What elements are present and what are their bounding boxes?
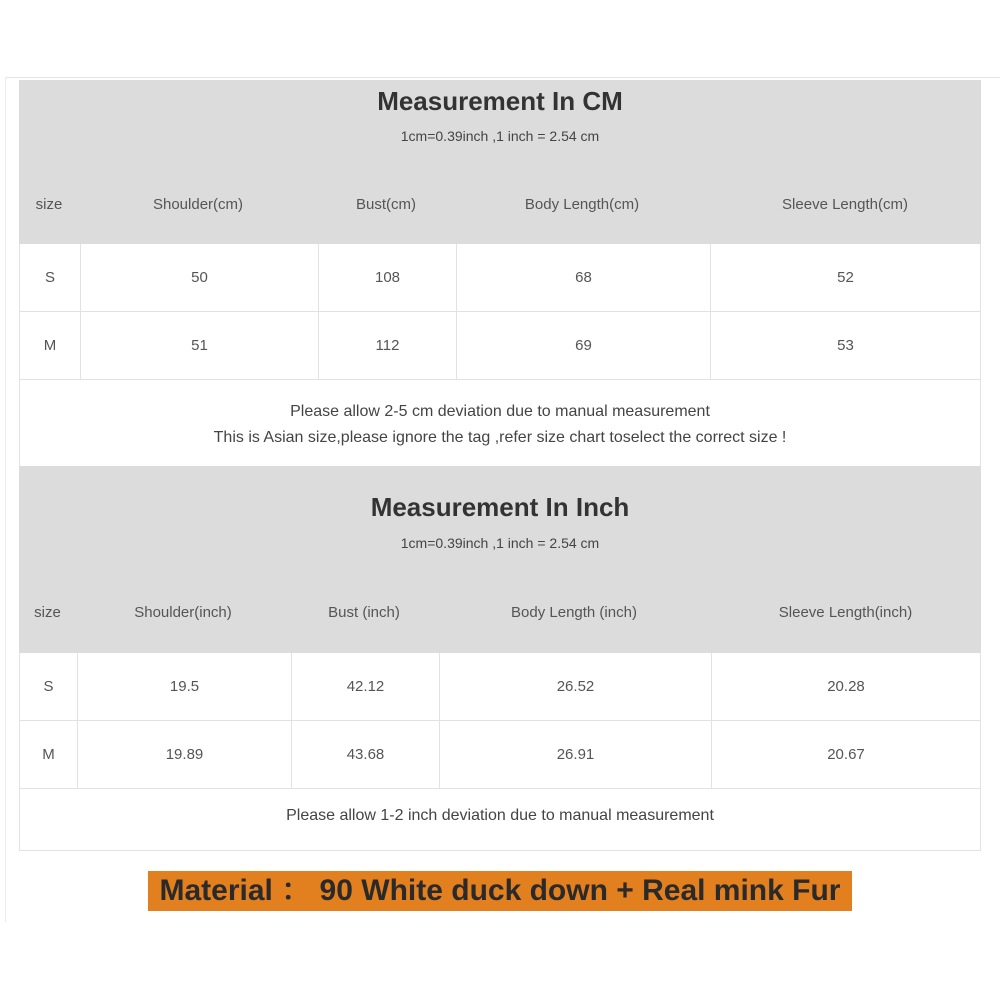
cell-sleeve-length: 52: [710, 244, 980, 311]
cell-bust: 108: [318, 244, 456, 311]
material-banner: Material ： 90 White duck down + Real mink Fur: [148, 871, 852, 911]
inch-conversion-note: 1cm=0.39inch ,1 inch = 2.54 cm: [400, 535, 600, 551]
cell-size: S: [43, 678, 54, 695]
header-size: size: [35, 196, 63, 213]
inch-deviation-note: [19, 789, 981, 851]
cell-bust: 112: [318, 312, 456, 379]
cm-table-title: Measurement In CM: [377, 86, 623, 116]
header-size: size: [34, 604, 61, 621]
header-bust: Bust (inch): [328, 604, 400, 621]
inch-note-line-1: Please allow 1-2 inch deviation due to manual measurement: [286, 807, 714, 824]
cell-bust: 42.12: [291, 653, 439, 720]
header-body-length: Body Length(cm): [524, 196, 640, 213]
cell-size: M: [43, 337, 57, 354]
cell-shoulder: 19.5: [77, 653, 291, 720]
header-sleeve-length: Sleeve Length(cm): [782, 196, 908, 213]
header-body-length: Body Length (inch): [511, 604, 637, 621]
inch-table-title: Measurement In Inch: [370, 492, 630, 522]
frame-left-line: [5, 77, 6, 922]
cell-sleeve-length: 20.28: [711, 653, 980, 720]
table-row: [19, 312, 981, 380]
inch-header-band: [19, 466, 981, 653]
cell-sleeve-length: 20.67: [711, 721, 980, 788]
cell-size: S: [44, 269, 55, 286]
cell-shoulder: 19.89: [77, 721, 291, 788]
cell-body-length: 26.52: [439, 653, 711, 720]
cell-size: M: [42, 746, 55, 763]
measurement-inch-table: [19, 466, 981, 851]
header-sleeve-length: Sleeve Length(inch): [778, 604, 913, 621]
cm-conversion-note: 1cm=0.39inch ,1 inch = 2.54 cm: [400, 128, 600, 144]
cell-sleeve-length: 53: [710, 312, 980, 379]
table-row: [19, 721, 981, 789]
table-row: [19, 244, 981, 312]
frame-top-line: [5, 77, 1000, 78]
cell-body-length: 68: [456, 244, 710, 311]
header-shoulder: Shoulder(cm): [152, 196, 244, 213]
cell-body-length: 26.91: [439, 721, 711, 788]
cell-body-length: 69: [456, 312, 710, 379]
header-bust: Bust(cm): [356, 196, 416, 213]
cm-deviation-note: [19, 380, 981, 466]
cm-note-line-1: Please allow 2-5 cm deviation due to manual measurement: [290, 403, 710, 420]
cell-shoulder: 51: [80, 312, 318, 379]
table-row: [19, 653, 981, 721]
cell-shoulder: 50: [80, 244, 318, 311]
cell-bust: 43.68: [291, 721, 439, 788]
measurement-cm-table: [19, 80, 981, 466]
cm-note-line-2: This is Asian size,please ignore the tag ,refer size chart toselect the correct size !: [213, 429, 787, 446]
header-shoulder: Shoulder(inch): [134, 604, 232, 621]
cm-header-band: [19, 80, 981, 244]
